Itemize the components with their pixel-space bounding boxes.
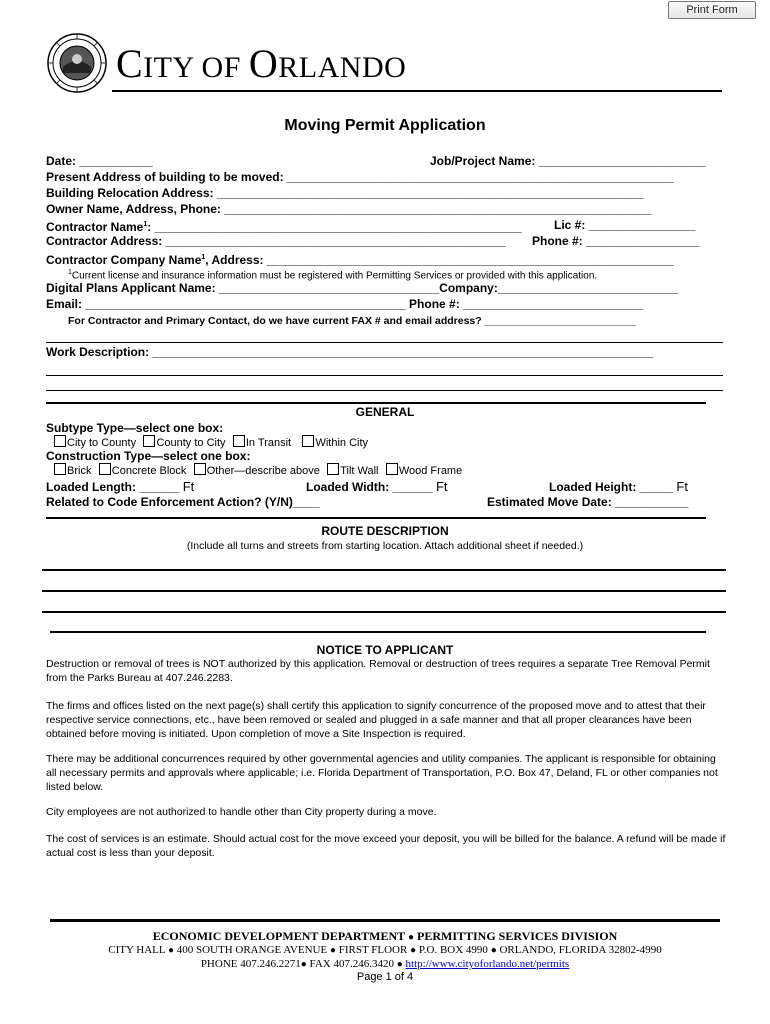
relocation-address-field[interactable]: Building Relocation Address: ________________________________________________________________: [46, 186, 645, 200]
lic-field[interactable]: Lic #: ________________: [554, 218, 696, 232]
notice-paragraph-trees: Destruction or removal of trees is NOT authorized by this application. Removal or destruction of trees requires a separate Tree Removal Permit from the Parks Bureau at 407.246.2283.: [46, 658, 710, 684]
footnote: $^1$Current license and insurance information must be registered with Permitting Services or provided with this application.: [68, 269, 598, 282]
route-rule: [46, 517, 706, 519]
digital-plans-field[interactable]: Digital Plans Applicant Name: _________________________________Company:___________________________: [46, 281, 679, 295]
construction-brick[interactable]: Brick: [54, 465, 91, 477]
general-rule: [46, 402, 706, 404]
subtype-county-to-city[interactable]: County to City: [143, 437, 225, 449]
footer-rule: [50, 919, 720, 922]
checkbox[interactable]: [54, 463, 66, 475]
construction-wood-frame[interactable]: Wood Frame: [386, 465, 462, 477]
print-form-button[interactable]: Print Form: [668, 1, 756, 19]
email-field[interactable]: Email: ________________________________________________ Phone #: ___________________________: [46, 297, 644, 311]
phone-field[interactable]: Phone #: _________________: [532, 234, 700, 248]
bullet-icon: ●: [167, 945, 174, 956]
move-date-field[interactable]: Estimated Move Date: ___________: [487, 495, 689, 509]
bullet-icon: ●: [490, 945, 497, 956]
construction-concrete-block[interactable]: Concrete Block: [99, 465, 187, 477]
present-address-field[interactable]: Present Address of building to be moved: __________________________________________________________: [46, 170, 674, 184]
contractor-address-field[interactable]: Contractor Address: ___________________________________________________: [46, 234, 506, 248]
page-number: Page 1 of 4: [356, 971, 414, 983]
loaded-height-field[interactable]: Loaded Height: _____ Ft: [549, 479, 688, 494]
contractor-name-line: : _______________________________________________________: [147, 220, 522, 234]
notice-heading: NOTICE TO APPLICANT: [316, 643, 454, 657]
subtype-within-city[interactable]: Within City: [302, 437, 368, 449]
blank-line[interactable]: [46, 375, 723, 376]
bullet-icon: ●: [407, 932, 414, 943]
loaded-length-field[interactable]: Loaded Length: ______ Ft: [46, 479, 195, 494]
footer-address: CITY HALL ● 400 SOUTH ORANGE AVENUE ● FIRST FLOOR ● P.O. BOX 4990 ● ORLANDO, FLORIDA 32802-4990: [108, 944, 662, 956]
construction-label: Construction Type—select one box:: [46, 449, 251, 463]
route-line[interactable]: [42, 569, 726, 571]
footer-contact: PHONE 407.246.2271● FAX 407.246.3420 ● http://www.cityoforlando.net/permits: [200, 958, 570, 970]
bullet-icon: ●: [396, 959, 403, 970]
notice-paragraph-cost: The cost of services is an estimate. Should actual cost for the move exceed your deposit, you will be billed for the balance. A refund will be made if actual cost is less than your deposit.: [46, 833, 726, 859]
checkbox[interactable]: [302, 435, 314, 447]
checkbox[interactable]: [194, 463, 206, 475]
footnote-marker: 1: [201, 254, 206, 261]
notice-rule: [50, 631, 706, 633]
city-logo: CITY OF ORLANDO: [116, 41, 407, 86]
notice-paragraph-certify: The firms and offices listed on the next page(s) shall certify this application to signify concurrence of the proposed move and to attest that their respective service connections, etc., have been removed or sealed and plugged in a safe manner and that all proper clearances have been obtained before moving is initiated. Upon completion of move a Site Inspection is required.: [46, 700, 706, 740]
code-enforcement-field[interactable]: Related to Code Enforcement Action? (Y/N)____: [46, 495, 320, 509]
checkbox[interactable]: [143, 435, 155, 447]
notice-paragraph-concurrences: There may be additional concurrences required by other governmental agencies and utility companies. The applicant is responsible for obtaining all necessary permits and approvals where applicable; i.e. Florida Department of Transportation, P.O. Box 47, Deland, FL or other companies not listed below.: [46, 753, 718, 793]
checkbox[interactable]: [386, 463, 398, 475]
checkbox[interactable]: [54, 435, 66, 447]
construction-other[interactable]: Other—describe above: [194, 465, 320, 477]
job-project-field[interactable]: Job/Project Name: _________________________: [430, 154, 706, 168]
route-line[interactable]: [42, 590, 726, 592]
general-heading: GENERAL: [355, 405, 415, 419]
fax-question-field[interactable]: For Contractor and Primary Contact, do we have current FAX # and email address? __________________________: [68, 315, 637, 327]
page-title: Moving Permit Application: [284, 117, 486, 134]
blank-line[interactable]: [46, 390, 723, 391]
construction-options: [54, 462, 466, 479]
route-line[interactable]: [42, 611, 726, 613]
header-rule: [112, 90, 722, 92]
city-seal-icon: [47, 33, 107, 93]
checkbox[interactable]: [327, 463, 339, 475]
route-heading: ROUTE DESCRIPTION: [321, 524, 449, 538]
subtype-label: Subtype Type—select one box:: [46, 421, 224, 435]
date-field[interactable]: Date: ___________: [46, 154, 153, 168]
loaded-width-field[interactable]: Loaded Width: ______ Ft: [306, 479, 448, 494]
company-name-label: Contractor Company Name: [46, 253, 202, 267]
permits-link[interactable]: http://www.cityoforlando.net/permits: [405, 958, 570, 970]
work-description-field[interactable]: Work Description: ___________________________________________________________________________: [46, 345, 653, 359]
bullet-icon: ●: [300, 959, 307, 970]
notice-paragraph-employees: City employees are not authorized to handle other than City property during a move.: [46, 806, 437, 818]
checkbox[interactable]: [233, 435, 245, 447]
bullet-icon: ●: [329, 945, 336, 956]
contractor-name-label: Contractor Name: [46, 220, 144, 234]
company-name-line: , Address: _____________________________________________________________: [205, 253, 674, 267]
footnote-marker: 1: [68, 269, 72, 276]
owner-field[interactable]: Owner Name, Address, Phone: ________________________________________________________________: [46, 202, 652, 216]
subtype-in-transit[interactable]: In Transit: [233, 437, 291, 449]
checkbox[interactable]: [99, 463, 111, 475]
footer-department: ECONOMIC DEVELOPMENT DEPARTMENT ● PERMITTING SERVICES DIVISION: [152, 929, 618, 943]
construction-tilt-wall[interactable]: Tilt Wall: [327, 465, 378, 477]
footnote-marker: 1: [143, 221, 148, 228]
route-instructions: (Include all turns and streets from starting location. Attach additional sheet if needed.): [186, 540, 584, 552]
blank-line[interactable]: [46, 342, 723, 343]
subtype-city-to-county[interactable]: City to County: [54, 437, 136, 449]
bullet-icon: ●: [410, 945, 417, 956]
